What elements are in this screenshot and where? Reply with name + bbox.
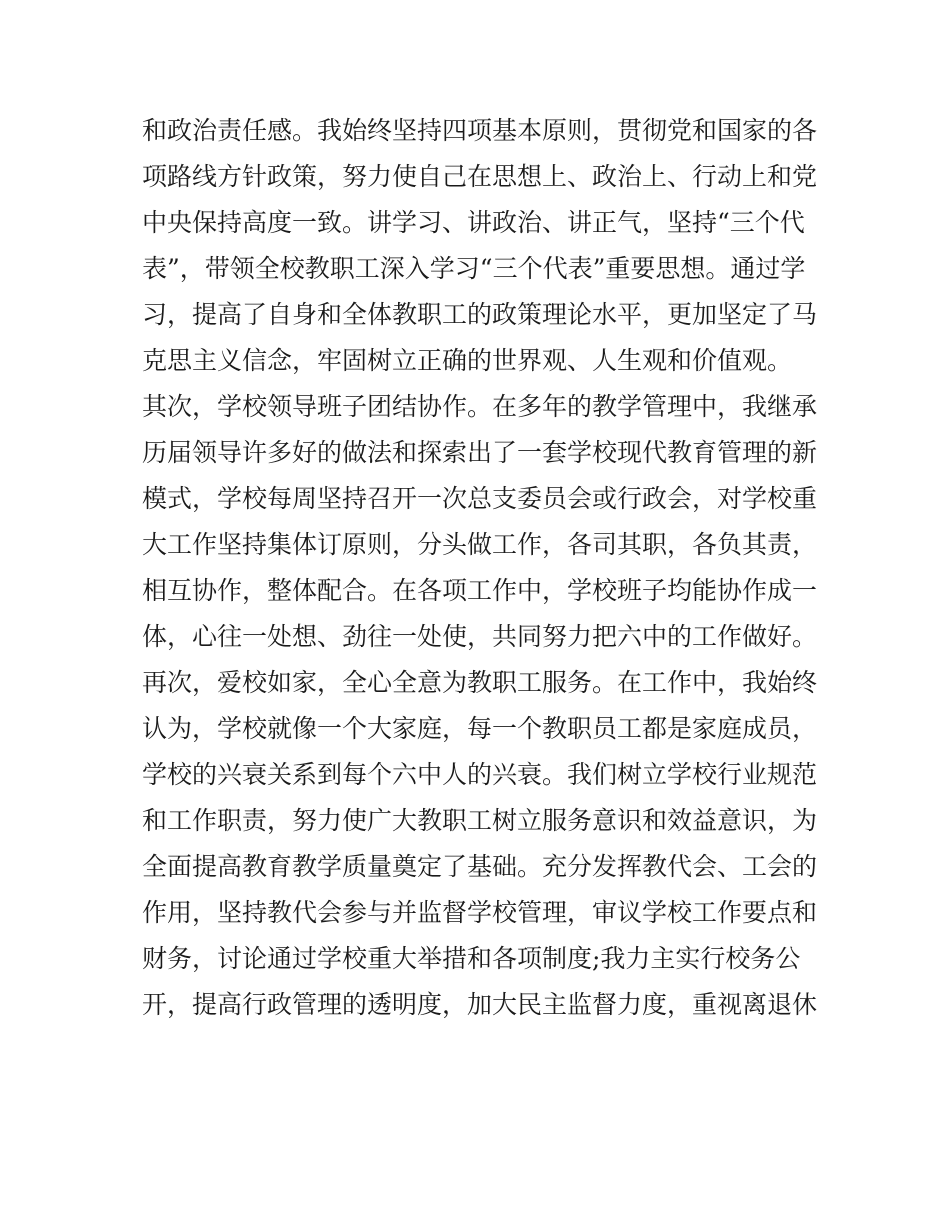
text-line: 表”，带领全校教职工深入学习“三个代表”重要思想。通过学 <box>142 254 806 283</box>
text-line: 克思主义信念，牢固树立正确的世界观、人生观和价值观。 <box>142 346 793 375</box>
text-line: 相互协作，整体配合。在各项工作中，学校班子均能协作成一 <box>142 576 818 605</box>
text-line: 中央保持高度一致。讲学习、讲政治、讲正气，坚持“三个代 <box>142 208 805 237</box>
text-line: 项路线方针政策，努力使自己在思想上、政治上、行动上和党 <box>142 162 818 191</box>
text-line: 开，提高行政管理的透明度，加大民主监督力度，重视离退休 <box>142 990 818 1019</box>
text-line: 作用，坚持教代会参与并监督学校管理，审议学校工作要点和 <box>142 898 818 927</box>
text-line: 和工作职责，努力使广大教职工树立服务意识和效益意识，为 <box>142 806 818 835</box>
text-line: 大工作坚持集体订原则，分头做工作，各司其职，各负其责， <box>142 530 818 559</box>
text-line: 全面提高教育教学质量奠定了基础。充分发挥教代会、工会的 <box>142 852 818 881</box>
text-line: 模式，学校每周坚持召开一次总支委员会或行政会，对学校重 <box>142 484 818 513</box>
text-line: 和政治责任感。我始终坚持四项基本原则，贯彻党和国家的各 <box>142 116 818 145</box>
text-line: 历届领导许多好的做法和探索出了一套学校现代教育管理的新 <box>142 438 818 467</box>
text-line: 习，提高了自身和全体教职工的政策理论水平，更加坚定了马 <box>142 300 818 329</box>
text-line: 认为，学校就像一个大家庭，每一个教职员工都是家庭成员， <box>142 714 818 743</box>
text-line: 其次，学校领导班子团结协作。在多年的教学管理中，我继承 <box>142 392 818 421</box>
text-line: 财务，讨论通过学校重大举措和各项制度;我力主实行校务公 <box>142 944 801 973</box>
text-line: 体，心往一处想、劲往一处使，共同努力把六中的工作做好。 <box>142 622 818 651</box>
document-body <box>142 108 822 1028</box>
text-line: 学校的兴衰关系到每个六中人的兴衰。我们树立学校行业规范 <box>142 760 818 789</box>
text-line: 再次，爱校如家，全心全意为教职工服务。在工作中，我始终 <box>142 668 818 697</box>
